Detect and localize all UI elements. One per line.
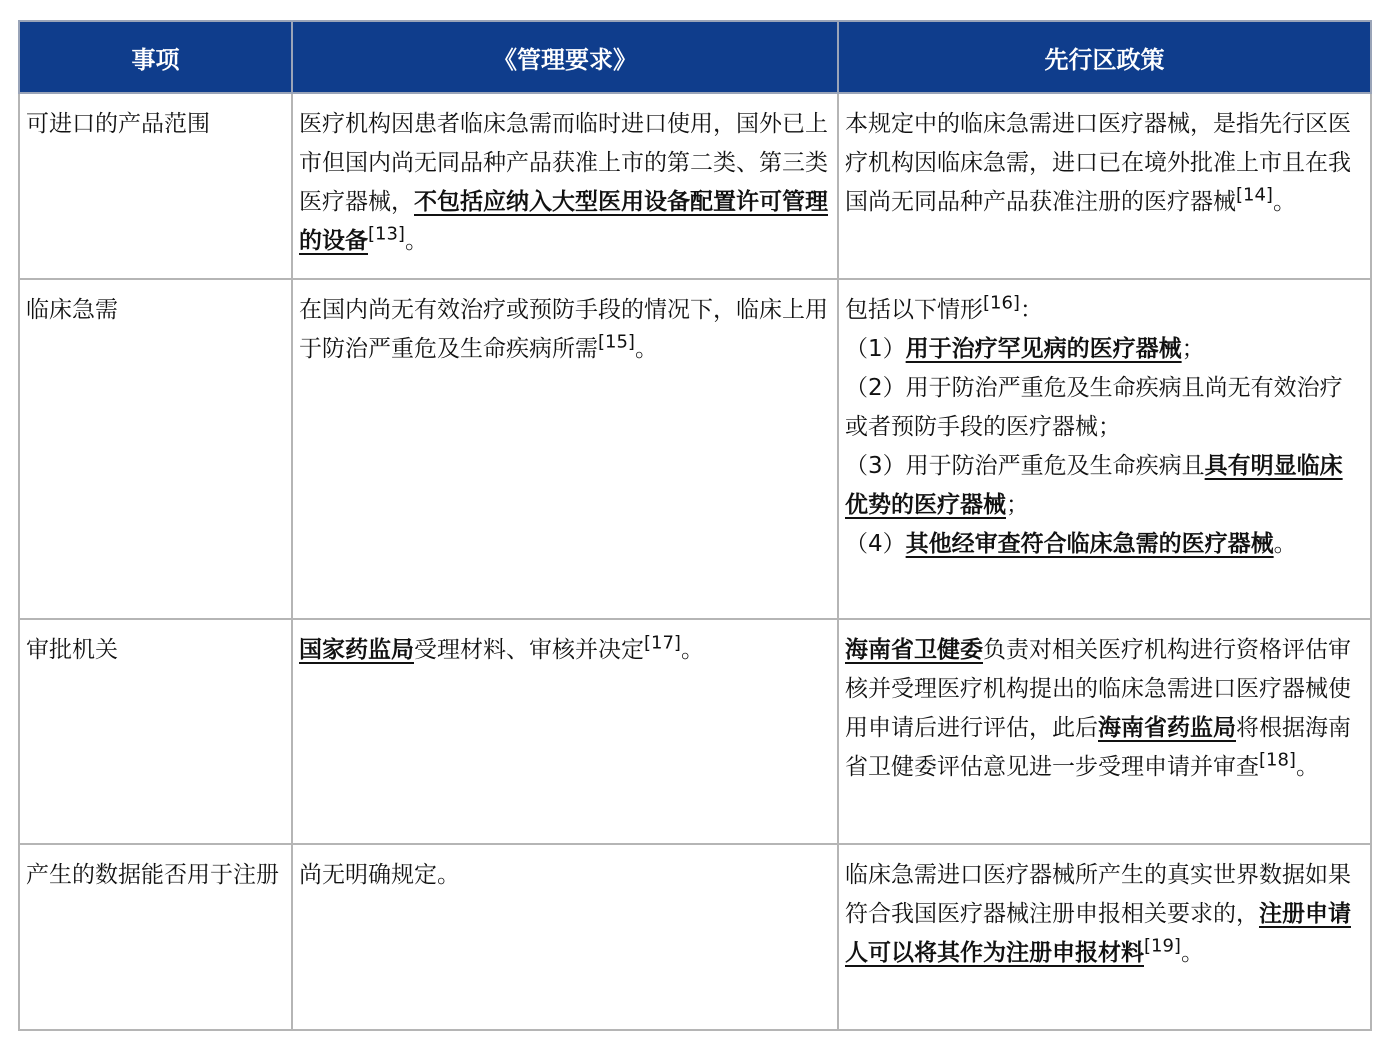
item-cell: 临床急需 [19, 279, 292, 619]
requirement-text: 在国内尚无有效治疗或预防手段的情况下，临床上用于防治严重危及生命疾病所需 [299, 297, 828, 362]
policy-cell [838, 279, 1371, 619]
requirement-end: 。 [404, 228, 428, 254]
requirement-cell: 尚无明确规定。 [292, 844, 838, 1030]
table-row [19, 619, 1371, 844]
header-item: 事项 [19, 21, 292, 93]
footnote-ref: [19] [1144, 935, 1181, 957]
requirement-cell [292, 279, 838, 619]
policy-text: 负责对相关医疗机构进行资格评估审核并受理医疗机构提出的临床急需进口医疗器械使用申请后进行评估，此后 [845, 637, 1351, 741]
policy-emphasis: 海南省药监局 [1098, 715, 1236, 741]
requirement-end: 。 [680, 637, 704, 663]
requirement-cell [292, 619, 838, 844]
policy-emphasis: 海南省卫健委 [845, 637, 983, 663]
requirement-emphasis: 国家药监局 [299, 637, 414, 663]
table-row [19, 93, 1371, 279]
header-requirement: 《管理要求》 [292, 21, 838, 93]
criterion-4: （4）其他经审查符合临床急需的医疗器械。 [845, 531, 1297, 557]
policy-text: 本规定中的临床急需进口医疗器械，是指先行区医疗机构因临床急需，进口已在境外批准上市且在我国尚无同品种产品获准注册的医疗器械 [845, 111, 1351, 215]
item-cell: 产生的数据能否用于注册 [19, 844, 292, 1030]
policy-cell [838, 844, 1371, 1030]
policy-cell [838, 619, 1371, 844]
criteria-intro: 包括以下情形[16]： [845, 292, 1043, 323]
header-policy: 先行区政策 [838, 21, 1371, 93]
footnote-ref: [17] [644, 632, 681, 654]
requirement-text: 受理材料、审核并决定 [414, 637, 644, 663]
criterion-1: （1）用于治疗罕见病的医疗器械； [845, 336, 1205, 362]
footnote-ref: [15] [598, 331, 635, 353]
policy-text: 临床急需进口医疗器械所产生的真实世界数据如果符合我国医疗器械注册申报相关要求的， [845, 862, 1351, 927]
policy-cell [838, 93, 1371, 279]
requirement-text: 医疗机构因患者临床急需而临时进口使用，国外已上市但国内尚无同品种产品获准上市的第二类、第三类医疗器械， [299, 111, 828, 215]
policy-comparison-table [18, 20, 1372, 1031]
requirement-end: 。 [634, 336, 658, 362]
footnote-ref: [16] [983, 292, 1020, 314]
policy-emphasis: 注册申请人可以将其作为注册申报材料 [845, 901, 1351, 966]
item-cell: 审批机关 [19, 619, 292, 844]
criterion-3: （3）用于防治严重危及生命疾病且具有明显临床优势的医疗器械； [845, 453, 1343, 518]
footnote-ref: [18] [1259, 749, 1296, 771]
table-row [19, 279, 1371, 619]
item-cell: 可进口的产品范围 [19, 93, 292, 279]
table-row [19, 844, 1371, 1030]
footnote-ref: [14] [1236, 184, 1273, 206]
policy-end: 。 [1295, 754, 1319, 780]
header-row [19, 21, 1371, 93]
criterion-2: （2）用于防治严重危及生命疾病且尚无有效治疗或者预防手段的医疗器械； [845, 375, 1343, 440]
policy-end: 。 [1180, 940, 1204, 966]
policy-text: 将根据海南省卫健委评估意见进一步受理申请并审查 [845, 715, 1351, 780]
requirement-emphasis: 不包括应纳入大型医用设备配置许可管理的设备 [299, 189, 828, 254]
footnote-ref: [13] [368, 223, 405, 245]
policy-end: 。 [1272, 189, 1296, 215]
requirement-cell [292, 93, 838, 279]
